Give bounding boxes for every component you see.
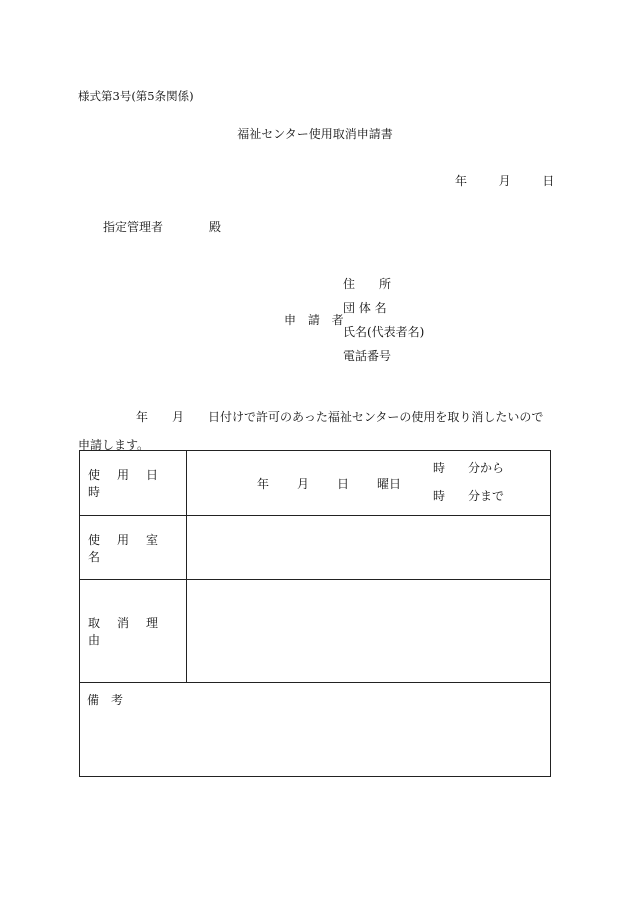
- room-name-row: [80, 516, 550, 580]
- statement-year: 年: [136, 410, 149, 424]
- applicant-label: 申 請 者: [284, 313, 348, 327]
- addressee-name: 指定管理者: [103, 220, 164, 234]
- statement-text: 日付けで許可のあった福祉センターの使用を取り消したいので申請します。: [78, 410, 544, 452]
- cancel-reason-value[interactable]: [187, 580, 550, 682]
- room-name-label: 使用室名: [80, 516, 187, 579]
- statement-month: 月: [172, 410, 185, 424]
- remarks-label: 備考: [87, 693, 136, 707]
- remarks-row[interactable]: [80, 683, 550, 776]
- address-label: 住 所: [343, 277, 392, 291]
- usage-weekday: 曜日: [377, 477, 402, 491]
- date-year: 年: [455, 174, 468, 188]
- usage-datetime-row: [80, 451, 550, 516]
- usage-datetime-label: 使用日時: [80, 451, 187, 515]
- usage-hour-from: 時: [433, 461, 446, 475]
- phone-number-label: 電話番号: [343, 349, 392, 363]
- cancel-reason-label: 取消理由: [80, 580, 187, 682]
- representative-name-label: 氏名(代表者名): [343, 325, 425, 339]
- application-table: [79, 450, 551, 777]
- cancel-reason-row: [80, 580, 550, 683]
- date-day: 日: [542, 174, 555, 188]
- addressee: [103, 221, 221, 233]
- usage-datetime-value[interactable]: [187, 451, 550, 515]
- usage-day: 日: [337, 477, 350, 491]
- usage-month: 月: [297, 477, 310, 491]
- usage-time-from: 分から: [468, 461, 505, 475]
- applicant-fields: [343, 278, 424, 374]
- date-month: 月: [498, 174, 511, 188]
- date-line: [455, 175, 554, 187]
- usage-time-to: 分まで: [468, 489, 505, 503]
- usage-year: 年: [257, 477, 270, 491]
- form-number: 様式第3号(第5条関係): [78, 89, 194, 103]
- room-name-value[interactable]: [187, 516, 550, 579]
- document-title: 福祉センター使用取消申請書: [237, 127, 393, 141]
- organization-name-label: 団 体 名: [343, 301, 387, 315]
- usage-hour-to: 時: [433, 489, 446, 503]
- addressee-honorific: 殿: [209, 220, 222, 234]
